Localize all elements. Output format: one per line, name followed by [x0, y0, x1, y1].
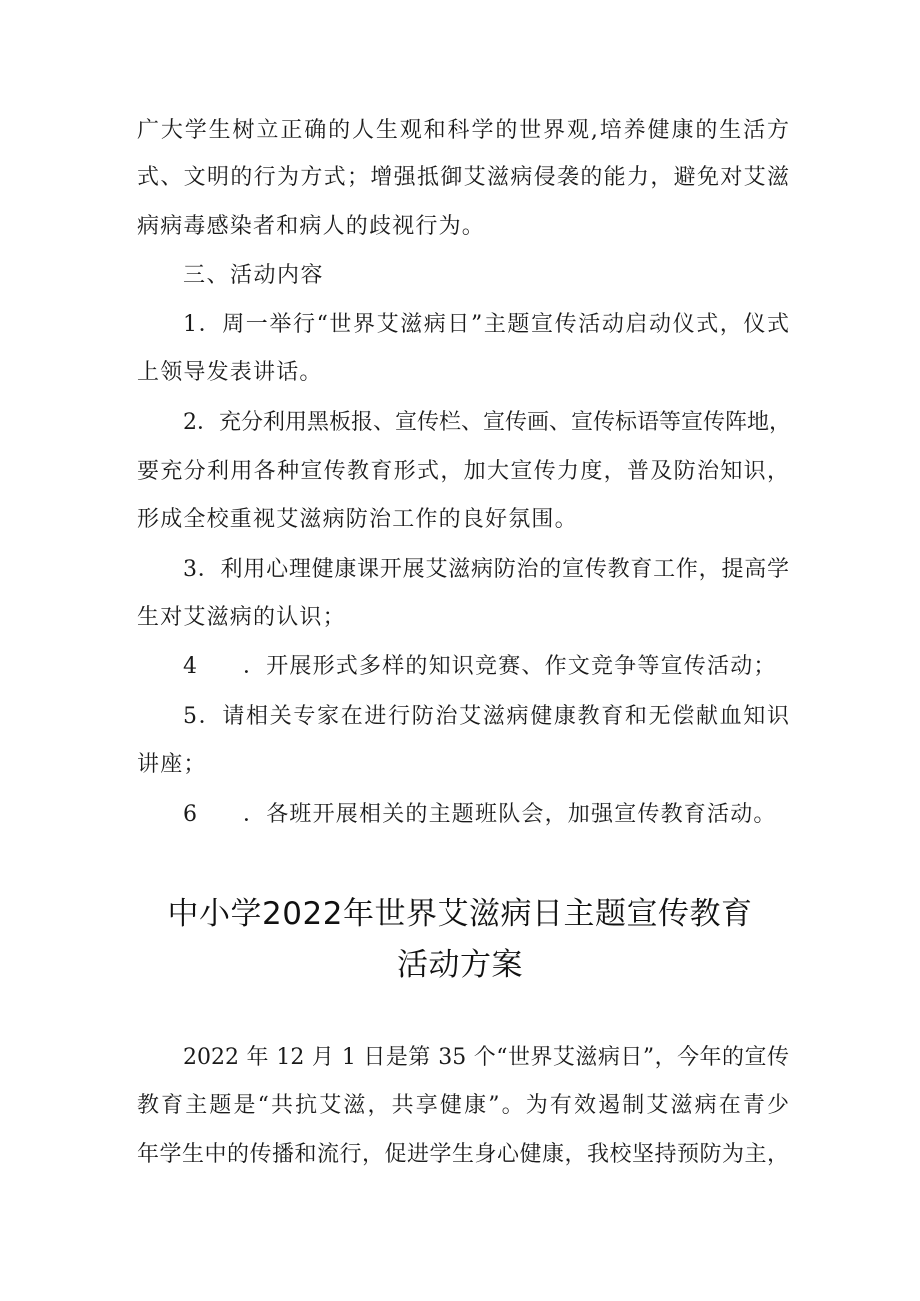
paragraph-line: 广大学生树立正确的人生观和科学的世界观,培养健康的生活方 [137, 118, 789, 143]
list-item-line [183, 555, 789, 585]
list-item-text: ．利用心理健康课开展艾滋病防治的宣传教育工作，提高学 [197, 557, 789, 582]
list-item-text: ．开展形式多样的知识竞赛、作文竞争等宣传活动； [243, 654, 777, 679]
list-item-line: 形成全校重视艾滋病防治工作的良好氛围。 [137, 507, 578, 532]
list-item-number: 6 [183, 802, 199, 827]
section-heading: 三、活动内容 [183, 263, 325, 288]
list-item-number: 3 [183, 557, 197, 582]
list-item-text: ．周一举行“世界艾滋病日”主题宣传活动启动仪式，仪式 [197, 312, 789, 337]
list-item-line [183, 652, 777, 682]
list-item-line [183, 800, 777, 830]
paragraph-line: 年学生中的传播和流行，促进学生身心健康，我校坚持预防为主， [137, 1142, 789, 1167]
list-item-line [183, 702, 789, 732]
list-item-line: 要充分利用各种宣传教育形式，加大宣传力度，普及防治知识， [137, 459, 789, 484]
paragraph-line: 式、文明的行为方式；增强抵御艾滋病侵袭的能力，避免对艾滋 [137, 165, 789, 190]
list-item-line [183, 310, 789, 340]
list-item-number: 1 [183, 312, 197, 337]
list-item-line: 讲座； [137, 752, 207, 777]
list-item-text: ．各班开展相关的主题班队会，加强宣传教育活动。 [243, 802, 777, 827]
document-title: 中小学2022年世界艾滋病日主题宣传教育 [167, 896, 753, 932]
list-item-text: ．充分利用黑板报、宣传栏、宣传画、宣传标语等宣传阵地， [197, 410, 792, 435]
list-item-text: ．请相关专家在进行防治艾滋病健康教育和无偿献血知识 [197, 704, 789, 729]
paragraph-line: 教育主题是“共抗艾滋，共享健康”。为有效遏制艾滋病在青少 [137, 1093, 789, 1118]
list-item-line: 上领导发表讲话。 [137, 360, 323, 385]
list-item-number: 2 [183, 410, 197, 435]
list-item-number: 4 [183, 654, 199, 679]
list-item-line [183, 408, 792, 438]
paragraph-line: 病病毒感染者和病人的歧视行为。 [137, 214, 486, 239]
document-title: 活动方案 [397, 947, 523, 983]
paragraph-line: 2022 年 12 月 1 日是第 35 个“世界艾滋病日”，今年的宣传 [183, 1045, 789, 1070]
list-item-number: 5 [183, 704, 197, 729]
list-item-line: 生对艾滋病的认识； [137, 605, 346, 630]
